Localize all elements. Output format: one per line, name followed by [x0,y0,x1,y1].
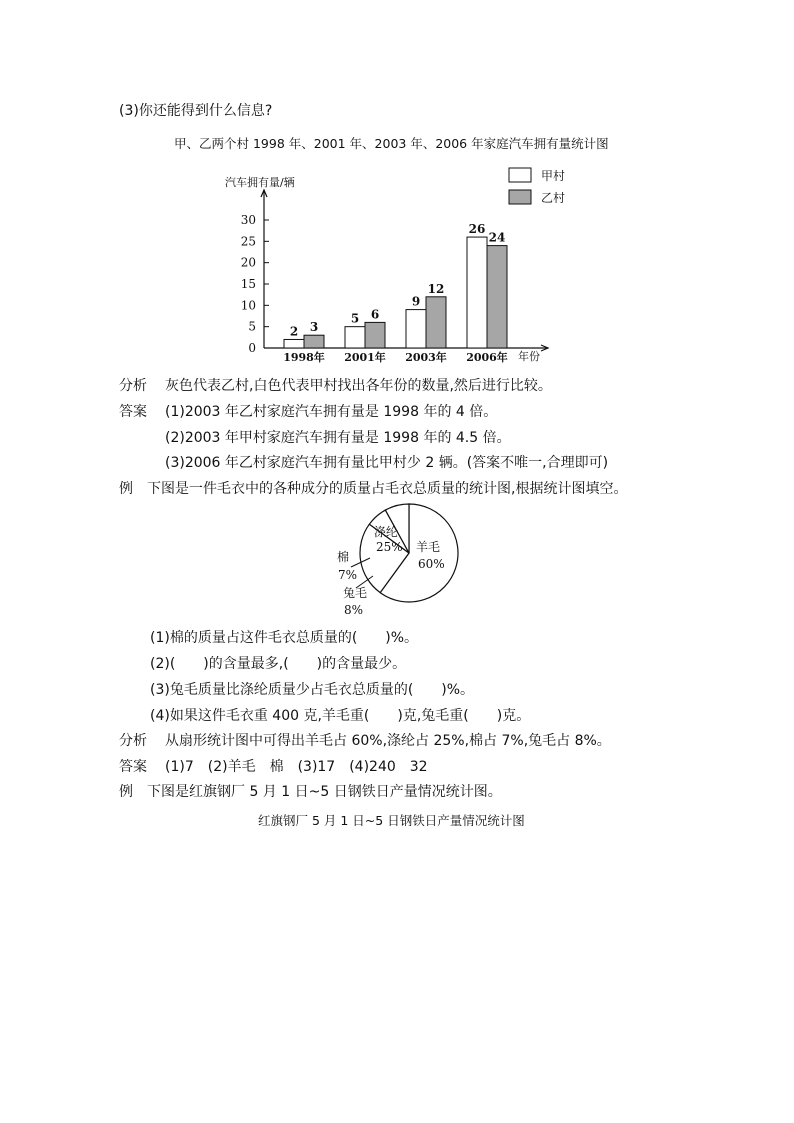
x-tick-label: 2001年 [344,351,386,364]
bar-value-label: 26 [468,222,486,237]
y-tick-label: 15 [240,277,256,291]
answer-label: 答案 [119,404,147,420]
analysis-label: 分析 [119,378,147,394]
pie-pct-cotton: 7% [338,568,358,582]
analysis-label: 分析 [119,733,147,749]
analysis-2 [119,732,611,750]
legend-label: 甲村 [541,169,566,183]
x-tick-label: 2003年 [405,351,447,364]
legend-swatch [509,190,531,204]
pie-pct-polyester: 25% [376,540,403,554]
question-3b: (3)兔毛质量比涤纶质量少占毛衣总质量的( )%。 [150,682,475,698]
y-tick-label: 0 [248,341,256,355]
example-1 [119,480,627,498]
answer-text: (1)7 (2)羊毛 棉 (3)17 (4)240 32 [165,759,428,775]
bar-yi [487,246,507,348]
example-2 [119,783,502,801]
example-label: 例 [119,481,133,497]
bar-yi [304,335,324,348]
x-axis-label: 年份 [518,350,540,363]
y-tick-label: 10 [240,298,256,313]
bar-value-label: 9 [411,294,421,309]
bar-value-label: 6 [370,307,380,322]
y-tick-label: 30 [240,213,256,227]
pie-label-cotton: 棉 [337,550,350,564]
answer-label: 答案 [119,759,147,775]
answer-text: (1)2003 年乙村家庭汽车拥有量是 1998 年的 4 倍。 [165,404,498,420]
bar-jia [345,327,365,348]
x-tick-label: 1998年 [283,351,325,364]
pie-label-polyester: 涤纶 [374,525,399,539]
bar-yi [426,297,446,348]
example-text: 下图是一件毛衣中的各种成分的质量占毛衣总质量的统计图,根据统计图填空。 [147,481,628,497]
y-tick-label: 5 [248,319,256,334]
bar-jia [406,310,426,348]
bar-value-label: 24 [488,230,506,245]
bar-value-label: 12 [427,281,445,296]
bar-chart-title: 甲、乙两个村 1998 年、2001 年、2003 年、2006 年家庭汽车拥有量统计图 [174,136,609,151]
steel-chart-title: 红旗钢厂 5 月 1 日~5 日钢铁日产量情况统计图 [258,813,525,828]
legend-swatch [509,168,531,182]
y-axis-label: 汽车拥有量/辆 [225,176,295,189]
question-4: (4)如果这件毛衣重 400 克,羊毛重( )克,兔毛重( )克。 [150,708,531,724]
question-2: (2)( )的含量最多,( )的含量最少。 [150,656,407,672]
pie-pct-rabbit: 8% [344,603,364,617]
bar-marks [283,222,508,364]
bar-value-label: 3 [309,320,319,335]
bar-jia [284,339,304,348]
bar-value-label: 5 [350,311,360,326]
example-text: 下图是红旗钢厂 5 月 1 日~5 日钢铁日产量情况统计图。 [147,784,502,800]
bar-jia [467,237,487,348]
answer-1-line-3: (3)2006 年乙村家庭汽车拥有量比甲村少 2 辆。(答案不唯一,合理即可) [165,455,609,471]
pie-marks [360,504,458,602]
pie-label-wool: 羊毛 [416,540,441,554]
example-label: 例 [119,784,133,800]
answer-1-line-1 [119,403,497,421]
bar-value-label: 2 [289,324,299,339]
y-tick-label: 25 [240,234,256,249]
answer-1-line-2: (2)2003 年甲村家庭汽车拥有量是 1998 年的 4.5 倍。 [165,430,511,446]
analysis-1 [119,377,552,395]
analysis-text: 从扇形统计图中可得出羊毛占 60%,涤纶占 25%,棉占 7%,兔毛占 8%。 [165,733,611,749]
question-1: (1)棉的质量占这件毛衣总质量的( )%。 [150,630,419,646]
y-tick-label: 20 [240,255,256,270]
pie-chart [320,500,480,620]
legend-label: 乙村 [541,191,566,205]
pie-label-rabbit: 兔毛 [343,586,368,600]
pie-pct-wool: 60% [418,557,445,571]
question-3: (3)你还能得到什么信息? [119,103,273,119]
bar-yi [365,322,385,348]
x-tick-label: 2006年 [466,351,508,364]
analysis-text: 灰色代表乙村,白色代表甲村找出各年份的数量,然后进行比较。 [165,378,552,394]
bar-legend [509,168,565,205]
bar-chart [0,0,794,380]
answer-2 [119,758,428,776]
